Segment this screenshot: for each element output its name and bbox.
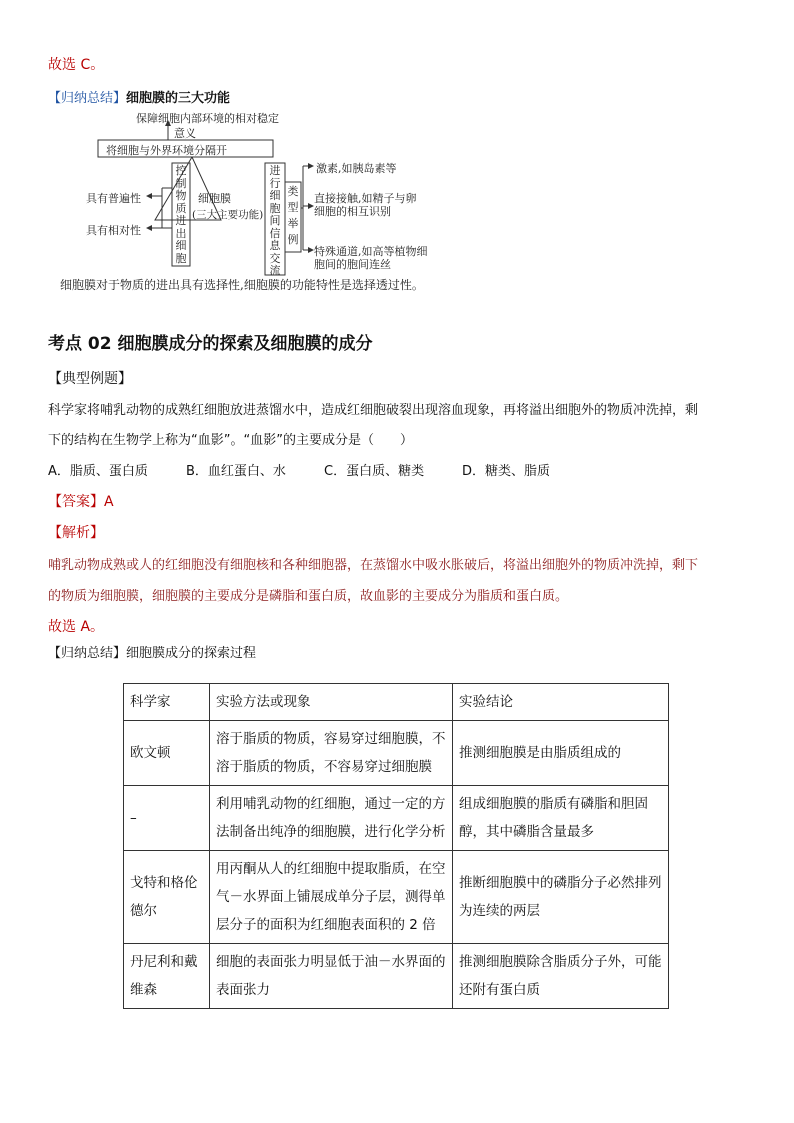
answer (48, 491, 114, 511)
option-d: D．糖类、脂质 (462, 464, 551, 479)
summary-heading-1 (48, 87, 230, 106)
summary-heading-2 (48, 642, 256, 661)
table-row (124, 721, 669, 786)
analysis-line-1: 哺乳动物成熟或人的红细胞没有细胞核和各种细胞器，在蒸馏水中吸水胀破后，将溢出细胞外的物质冲洗掉，剩下 (48, 558, 699, 573)
table-cell: – (124, 786, 210, 851)
top-conclusion: 故选 C。 (48, 57, 105, 73)
table-cell: 细胞的表面张力明显低于油－水界面的表面张力 (210, 944, 453, 1009)
table-header-cell: 实验结论 (453, 684, 669, 721)
diagram-top-text: 保障细胞内部环境的相对稳定 (136, 112, 279, 125)
table-row (124, 786, 669, 851)
diagram-right-1: 激素,如胰岛素等 (316, 162, 397, 175)
table-header-cell: 实验方法或现象 (210, 684, 453, 721)
table-cell: 戈特和格伦德尔 (124, 851, 210, 944)
example-label: 【典型例题】 (48, 371, 132, 387)
exploration-table (123, 683, 669, 1009)
summary-tag-2: 【归纳总结】 (48, 646, 127, 661)
table-cell: 溶于脂质的物质，容易穿过细胞膜，不溶于脂质的物质，不容易穿过细胞膜 (210, 721, 453, 786)
diagram-left-2: 具有相对性 (86, 224, 141, 237)
table-cell: 推测细胞膜是由脂质组成的 (453, 721, 669, 786)
option-a: A．脂质、蛋白质 (48, 464, 148, 479)
diagram-separate-box: 将细胞与外界环境分隔开 (106, 144, 227, 157)
table-cell: 利用哺乳动物的红细胞，通过一定的方法制备出纯净的细胞膜，进行化学分析 (210, 786, 453, 851)
diagram-comm-box: 进行细胞间信息交流 (269, 164, 281, 277)
table-cell: 欧文顿 (124, 721, 210, 786)
table-cell: 推测细胞膜除含脂质分子外，可能还附有蛋白质 (453, 944, 669, 1009)
analysis-label: 【解析】 (48, 525, 104, 541)
diagram-right-2: 直接接触,如精子与卵细胞的相互识别 (314, 192, 417, 218)
diagram-type-box: 类型举例 (287, 185, 299, 246)
membrane-functions-diagram (58, 110, 456, 320)
table-cell: 用丙酮从人的红细胞中提取脂质，在空气－水界面上铺展成单分子层，测得单层分子的面积为红细胞表面积的 2 倍 (210, 851, 453, 944)
diagram-right-3: 特殊通道,如高等植物细胞间的胞间连丝 (314, 245, 428, 271)
question-line-2: 下的结构在生物学上称为“血影”。“血影”的主要成分是（ ） (48, 433, 413, 448)
diagram-meaning: 意义 (174, 127, 196, 140)
answer-value: A (104, 494, 114, 510)
diagram-control-box: 控制物质进出细胞 (175, 164, 187, 265)
section-heading: 考点 02 细胞膜成分的探索及细胞膜的成分 (48, 334, 373, 354)
analysis-line-2: 的物质为细胞膜，细胞膜的主要成分是磷脂和蛋白质，故血影的主要成分为脂质和蛋白质。 (48, 589, 569, 604)
conclusion: 故选 A。 (48, 619, 105, 635)
summary-title-2: 细胞膜成分的探索过程 (126, 646, 257, 661)
summary-tag: 【归纳总结】 (48, 91, 127, 106)
summary-title: 细胞膜的三大功能 (126, 91, 231, 106)
option-b: B．血红蛋白、水 (186, 464, 286, 479)
diagram-center-title: 细胞膜 (198, 192, 231, 205)
answer-label: 【答案】 (48, 494, 104, 510)
diagram-caption: 细胞膜对于物质的进出具有选择性,细胞膜的功能特性是选择透过性。 (60, 278, 424, 292)
table-header-row (124, 684, 669, 721)
table-cell: 推断细胞膜中的磷脂分子必然排列为连续的两层 (453, 851, 669, 944)
table-row (124, 851, 669, 944)
option-c: C．蛋白质、糖类 (324, 464, 425, 479)
table-cell: 组成细胞膜的脂质有磷脂和胆固醇，其中磷脂含量最多 (453, 786, 669, 851)
question-line-1: 科学家将哺乳动物的成熟红细胞放进蒸馏水中，造成红细胞破裂出现溶血现象，再将溢出细胞外的物质冲洗掉，剩 (48, 403, 699, 418)
diagram-center-sub: (三大主要功能) (192, 209, 264, 221)
table-header-cell: 科学家 (124, 684, 210, 721)
table-cell: 丹尼利和戴维森 (124, 944, 210, 1009)
table-row (124, 944, 669, 1009)
diagram-left-1: 具有普遍性 (86, 192, 141, 205)
